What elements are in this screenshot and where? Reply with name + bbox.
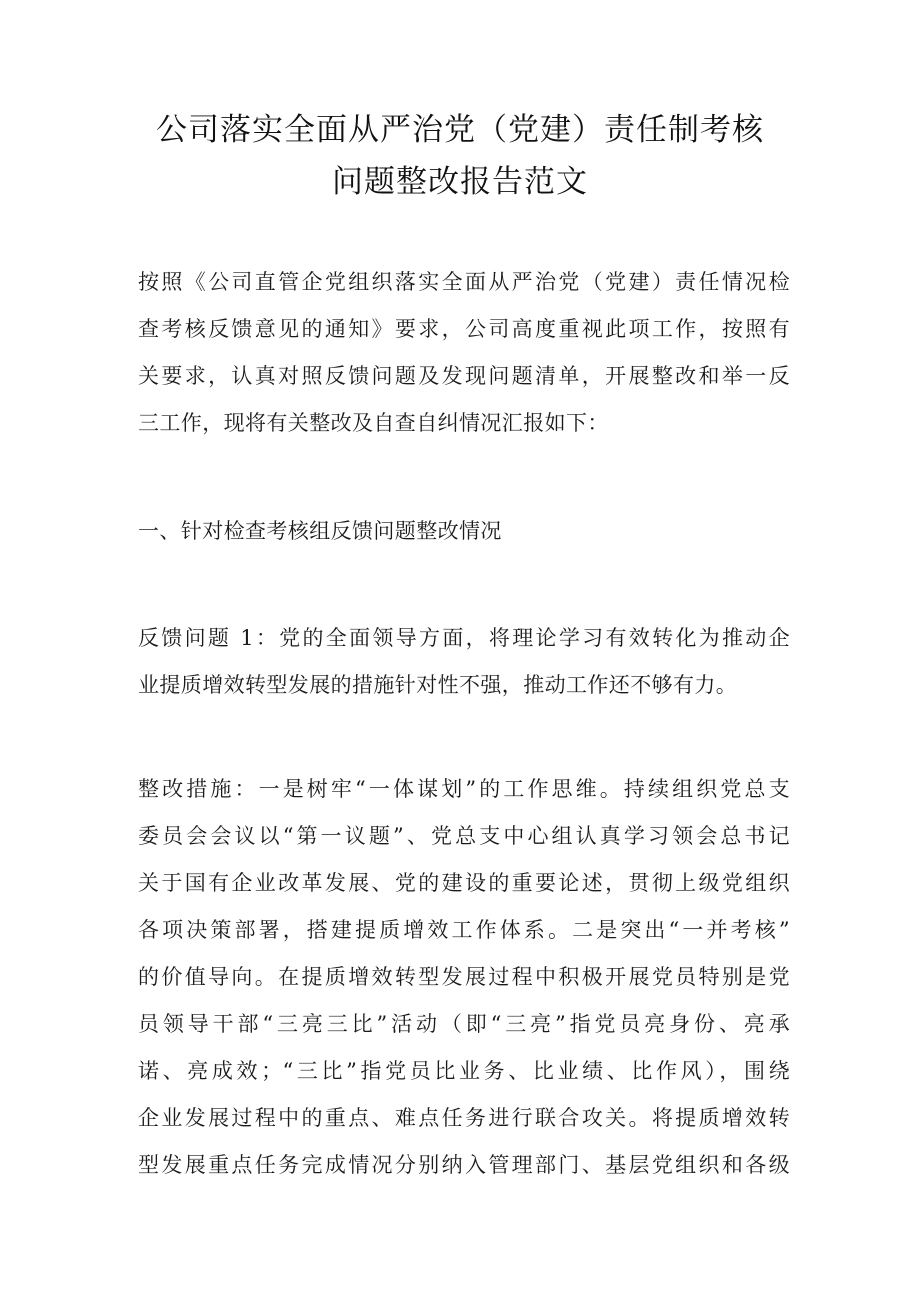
paragraph-line: 各项决策部署，搭建提质增效工作体系。二是突出“一并考核” — [138, 918, 790, 942]
paragraph-line: 业提质增效转型发展的措施针对性不强，推动工作还不够有力。 — [138, 673, 738, 697]
paragraph-line: 员领导干部“三亮三比”活动（即“三亮”指党员亮身份、亮承 — [138, 1012, 790, 1036]
paragraph-line: 委员会会议以“第一议题”、党总支中心组认真学习领会总书记 — [138, 824, 790, 848]
paragraph-line: 企业发展过程中的重点、难点任务进行联合攻关。将提质增效转 — [138, 1106, 790, 1130]
paragraph-line: 型发展重点任务完成情况分别纳入管理部门、基层党组织和各级 — [138, 1153, 790, 1177]
document-title — [80, 104, 840, 208]
paragraph-line: 查考核反馈意见的通知》要求，公司高度重视此项工作，按照有 — [138, 317, 790, 341]
paragraph-line: 三工作，现将有关整改及自查自纠情况汇报如下： — [138, 411, 609, 435]
paragraph-line: 诺、亮成效；“三比”指党员比业务、比业绩、比作风），围绕 — [138, 1059, 790, 1083]
paragraph-line: 关要求，认真对照反馈问题及发现问题清单，开展整改和举一反 — [138, 364, 790, 388]
title-line: 公司落实全面从严治党（党建）责任制考核 — [156, 112, 764, 148]
rectification-measures-paragraph — [138, 766, 790, 1189]
section-heading-text: 一、针对检查考核组反馈问题整改情况 — [138, 519, 502, 543]
paragraph-line: 关于国有企业改革发展、党的建设的重要论述，贯彻上级党组织 — [138, 871, 790, 895]
title-line: 问题整改报告范文 — [332, 164, 588, 200]
feedback-issue-paragraph — [138, 615, 790, 709]
paragraph-line: 反馈问题 1：党的全面领导方面，将理论学习有效转化为推动企 — [138, 626, 790, 650]
paragraph-line: 整改措施：一是树牢“一体谋划”的工作思维。持续组织党总支 — [138, 777, 790, 801]
paragraph-line: 的价值导向。在提质增效转型发展过程中积极开展党员特别是党 — [138, 965, 790, 989]
paragraph-line: 按照《公司直管企党组织落实全面从严治党（党建）责任情况检 — [138, 270, 790, 294]
intro-paragraph — [138, 259, 790, 447]
section-heading — [138, 508, 790, 555]
